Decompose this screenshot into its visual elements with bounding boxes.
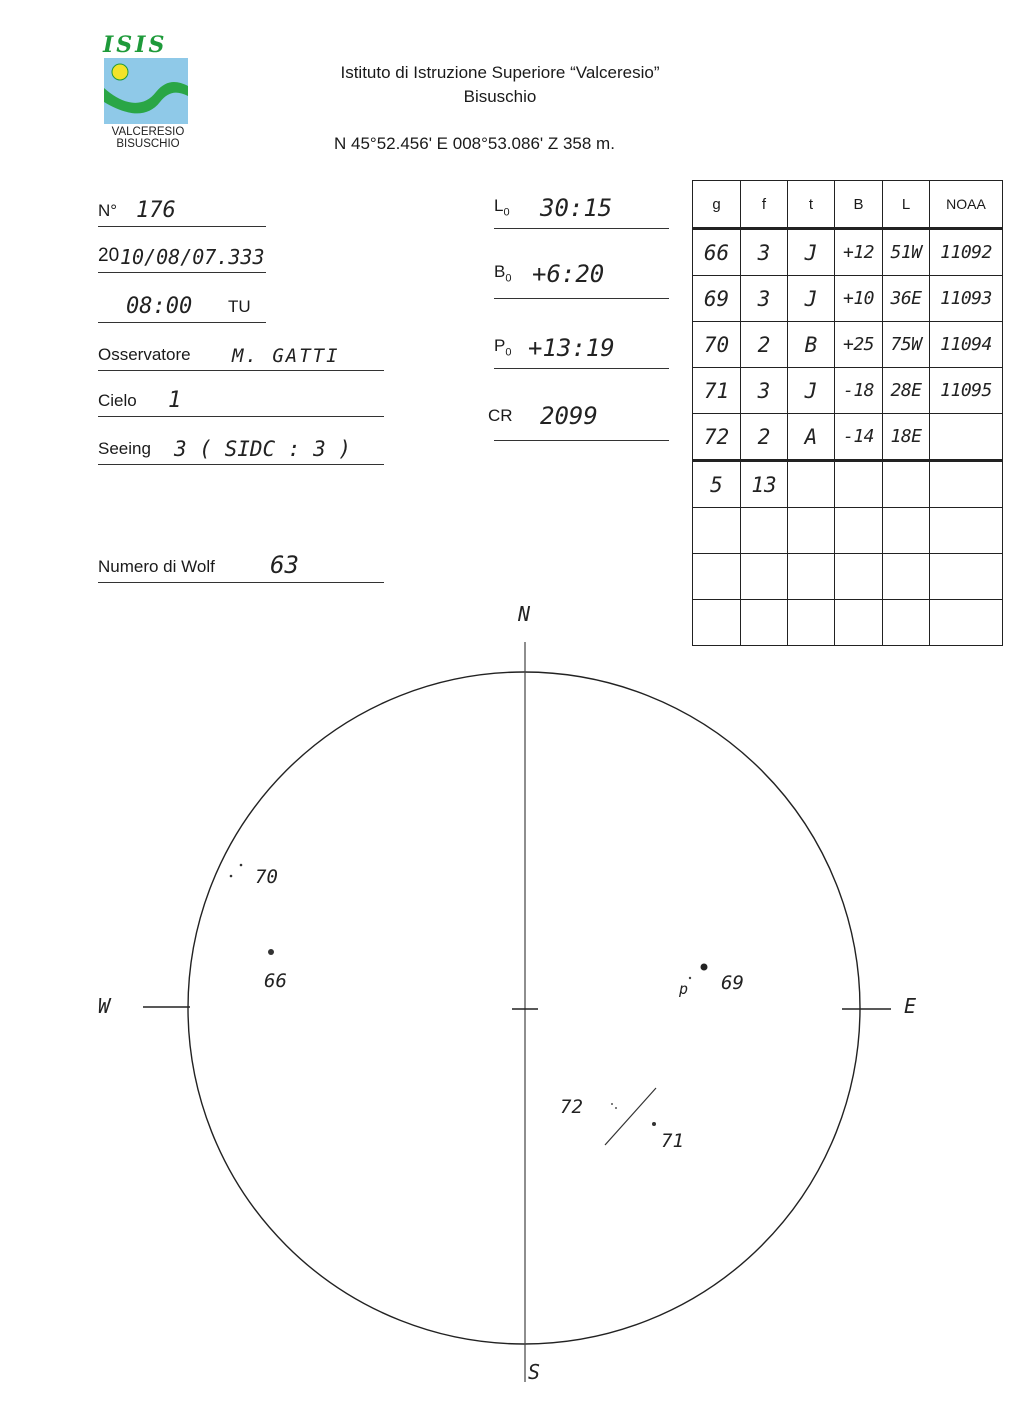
- west-label: W: [98, 994, 111, 1018]
- logo-caption-bottom: BISUSCHIO: [116, 138, 180, 150]
- cell-group: 5: [693, 461, 741, 508]
- l0-value: 30:15: [540, 194, 613, 222]
- cell-spots: 3: [741, 368, 788, 414]
- b0-label: $B_0$: [494, 261, 512, 284]
- wolf-number-label: Numero di Wolf: [98, 557, 215, 576]
- group-label-72: 72: [560, 1096, 583, 1118]
- cell-group: 70: [693, 322, 741, 368]
- cell-type: J: [788, 276, 835, 322]
- cell-longitude: 18E: [883, 414, 930, 461]
- report-number-label: N°: [98, 201, 118, 220]
- group-label-71: 71: [661, 1130, 684, 1152]
- cell-type: B: [788, 322, 835, 368]
- time-value: 08:00: [126, 294, 193, 319]
- report-number-value: 176: [136, 198, 176, 223]
- col-header-longitude: L: [883, 181, 930, 229]
- col-header-type: t: [788, 181, 835, 229]
- cell-noaa: 11093: [930, 276, 1003, 322]
- cell-spots: 3: [741, 229, 788, 276]
- group-label-69: 69: [721, 972, 744, 994]
- logo-caption-top: VALCERESIO: [111, 126, 185, 138]
- cell-spots: 2: [741, 414, 788, 461]
- cell-type: J: [788, 368, 835, 414]
- cell-spots: 2: [741, 322, 788, 368]
- group-label-69-p: p: [679, 980, 689, 998]
- wolf-number-value: 63: [270, 551, 299, 579]
- b0-value: +6:20: [532, 260, 605, 288]
- sky-label: Cielo: [98, 391, 137, 410]
- cell-latitude: -18: [835, 368, 883, 414]
- observatory-coordinates: N 45°52.456' E 008°53.086' Z 358 m.: [334, 134, 615, 153]
- cell-latitude: -14: [835, 414, 883, 461]
- group-label-70: 70: [255, 866, 278, 888]
- date-prefix: 20: [98, 245, 120, 266]
- group-label-66: 66: [264, 970, 287, 992]
- cell-latitude: +12: [835, 229, 883, 276]
- south-label: S: [528, 1360, 541, 1384]
- cell-longitude: 28E: [883, 368, 930, 414]
- cell-noaa: 11095: [930, 368, 1003, 414]
- cell-longitude: 36E: [883, 276, 930, 322]
- cell-longitude: 75W: [883, 322, 930, 368]
- cell-group: 71: [693, 368, 741, 414]
- sunspot-70a: [230, 875, 233, 878]
- observer-value: M. GATTI: [232, 345, 340, 367]
- p0-label: $P_0$: [494, 335, 512, 358]
- sunspot-71: [652, 1122, 656, 1126]
- cr-value: 2099: [540, 402, 598, 430]
- cell-noaa: 11092: [930, 229, 1003, 276]
- date-value: 10/08/07.333: [120, 245, 265, 269]
- p0-value: +13:19: [528, 334, 615, 362]
- sunspot-72b: [615, 1107, 617, 1109]
- institute-town: Bisuschio: [463, 87, 537, 106]
- institute-name: Istituto di Istruzione Superiore “Valceresio”: [340, 63, 660, 82]
- sunspot-72a: [611, 1103, 613, 1105]
- col-header-group: g: [693, 181, 741, 229]
- col-header-latitude: B: [835, 181, 883, 229]
- sunspot-66: [268, 949, 274, 955]
- pointer-line-72-71: [605, 1088, 656, 1145]
- sunspot-69-leader: [701, 964, 708, 971]
- seeing-value: 3 ( SIDC : 3 ): [174, 437, 352, 461]
- cell-noaa: 11094: [930, 322, 1003, 368]
- cell-group: 66: [693, 229, 741, 276]
- cell-type: A: [788, 414, 835, 461]
- time-unit: TU: [228, 297, 251, 316]
- solar-disc-outline: [188, 672, 860, 1344]
- cell-group: 72: [693, 414, 741, 461]
- col-header-noaa: NOAA: [930, 181, 1003, 229]
- sunspot-69-follower: [689, 977, 691, 979]
- cell-latitude: +10: [835, 276, 883, 322]
- sunspot-70b: [240, 864, 243, 867]
- seeing-label: Seeing: [98, 439, 151, 458]
- col-header-spots: f: [741, 181, 788, 229]
- sky-value: 1: [168, 388, 182, 413]
- east-label: E: [904, 994, 917, 1018]
- cell-latitude: +25: [835, 322, 883, 368]
- north-label: N: [518, 602, 531, 626]
- cell-longitude: 51W: [883, 229, 930, 276]
- cell-group: 69: [693, 276, 741, 322]
- observer-label: Osservatore: [98, 345, 191, 364]
- logo-wordmark: ISIS: [103, 32, 168, 58]
- cell-spots: 3: [741, 276, 788, 322]
- l0-label: $L_0$: [494, 195, 510, 218]
- cr-label: CR: [488, 406, 513, 425]
- cell-spots: 13: [741, 461, 788, 508]
- cell-type: J: [788, 229, 835, 276]
